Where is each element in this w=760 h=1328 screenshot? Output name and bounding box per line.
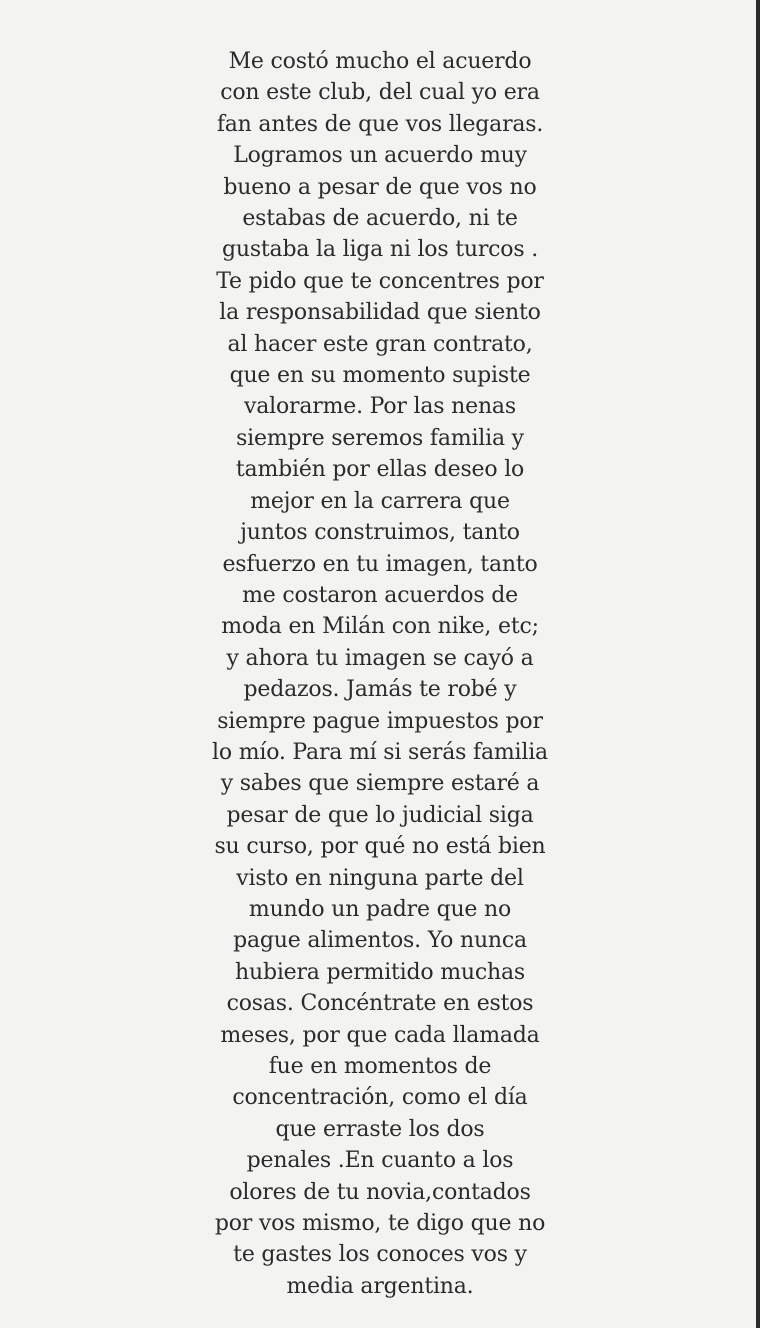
story-text-line: valorarme. Por las nenas — [244, 394, 516, 420]
story-text-line: siempre pague impuestos por — [217, 708, 543, 734]
story-text-line: visto en ninguna parte del — [236, 865, 524, 891]
story-text-line: su curso, por qué no está bien — [214, 834, 546, 860]
story-text-line: esfuerzo en tu imagen, tanto — [222, 551, 538, 577]
story-text-line: también por ellas deseo lo — [235, 457, 525, 483]
story-text-line: media argentina. — [286, 1273, 474, 1299]
story-text-line: por vos mismo, te digo que no — [214, 1211, 546, 1237]
story-text-line: olores de tu novia,contados — [229, 1179, 531, 1205]
story-text-line: mejor en la carrera que — [250, 488, 510, 514]
story-text-line: lo mío. Para mí si serás familia — [212, 739, 548, 765]
story-text-line: que en su momento supiste — [229, 363, 531, 389]
story-text-line: bueno a pesar de que vos no — [223, 174, 537, 200]
story-text-line: y sabes que siempre estaré a — [220, 771, 540, 797]
story-text-line: cosas. Concéntrate en estos — [226, 991, 534, 1017]
story-text-line: la responsabilidad que siento — [219, 300, 541, 326]
story-message-text — [0, 46, 760, 1302]
story-text-line: me costaron acuerdos de — [242, 582, 518, 608]
story-text-line: Te pido que te concentres por — [216, 268, 544, 294]
story-text-line: te gastes los conoces vos y — [233, 1242, 527, 1268]
story-text-line: que erraste los dos — [275, 1116, 485, 1142]
story-text-line: y ahora tu imagen se cayó a — [226, 645, 534, 671]
story-text-line: estabas de acuerdo, ni te — [242, 206, 518, 232]
story-text-line: hubiera permitido muchas — [235, 959, 525, 985]
story-text-line: pesar de que lo judicial siga — [226, 802, 534, 828]
story-text-line: con este club, del cual yo era — [220, 80, 540, 106]
story-text-line: gustaba la liga ni los turcos . — [221, 237, 539, 263]
story-text-line: juntos construimos, tanto — [240, 520, 520, 546]
story-text-line: mundo un padre que no — [248, 896, 512, 922]
story-text-line: fan antes de que vos llegaras. — [216, 111, 544, 137]
story-text-line: pague alimentos. Yo nunca — [233, 928, 527, 954]
story-text-line: Me costó mucho el acuerdo — [228, 49, 532, 74]
story-text-line: penales .En cuanto a los — [246, 1148, 514, 1174]
story-text-line: Logramos un acuerdo muy — [233, 143, 527, 169]
story-text-line: concentración, como el día — [232, 1085, 528, 1111]
story-text-line: moda en Milán con nike, etc; — [221, 614, 539, 640]
story-text-line: fue en momentos de — [268, 1054, 492, 1079]
story-text-line: meses, por que cada llamada — [220, 1022, 540, 1048]
story-text-line: al hacer este gran contrato, — [227, 331, 533, 357]
story-text-line: siempre seremos familia y — [236, 425, 524, 451]
story-text-line: pedazos. Jamás te robé y — [243, 677, 517, 703]
